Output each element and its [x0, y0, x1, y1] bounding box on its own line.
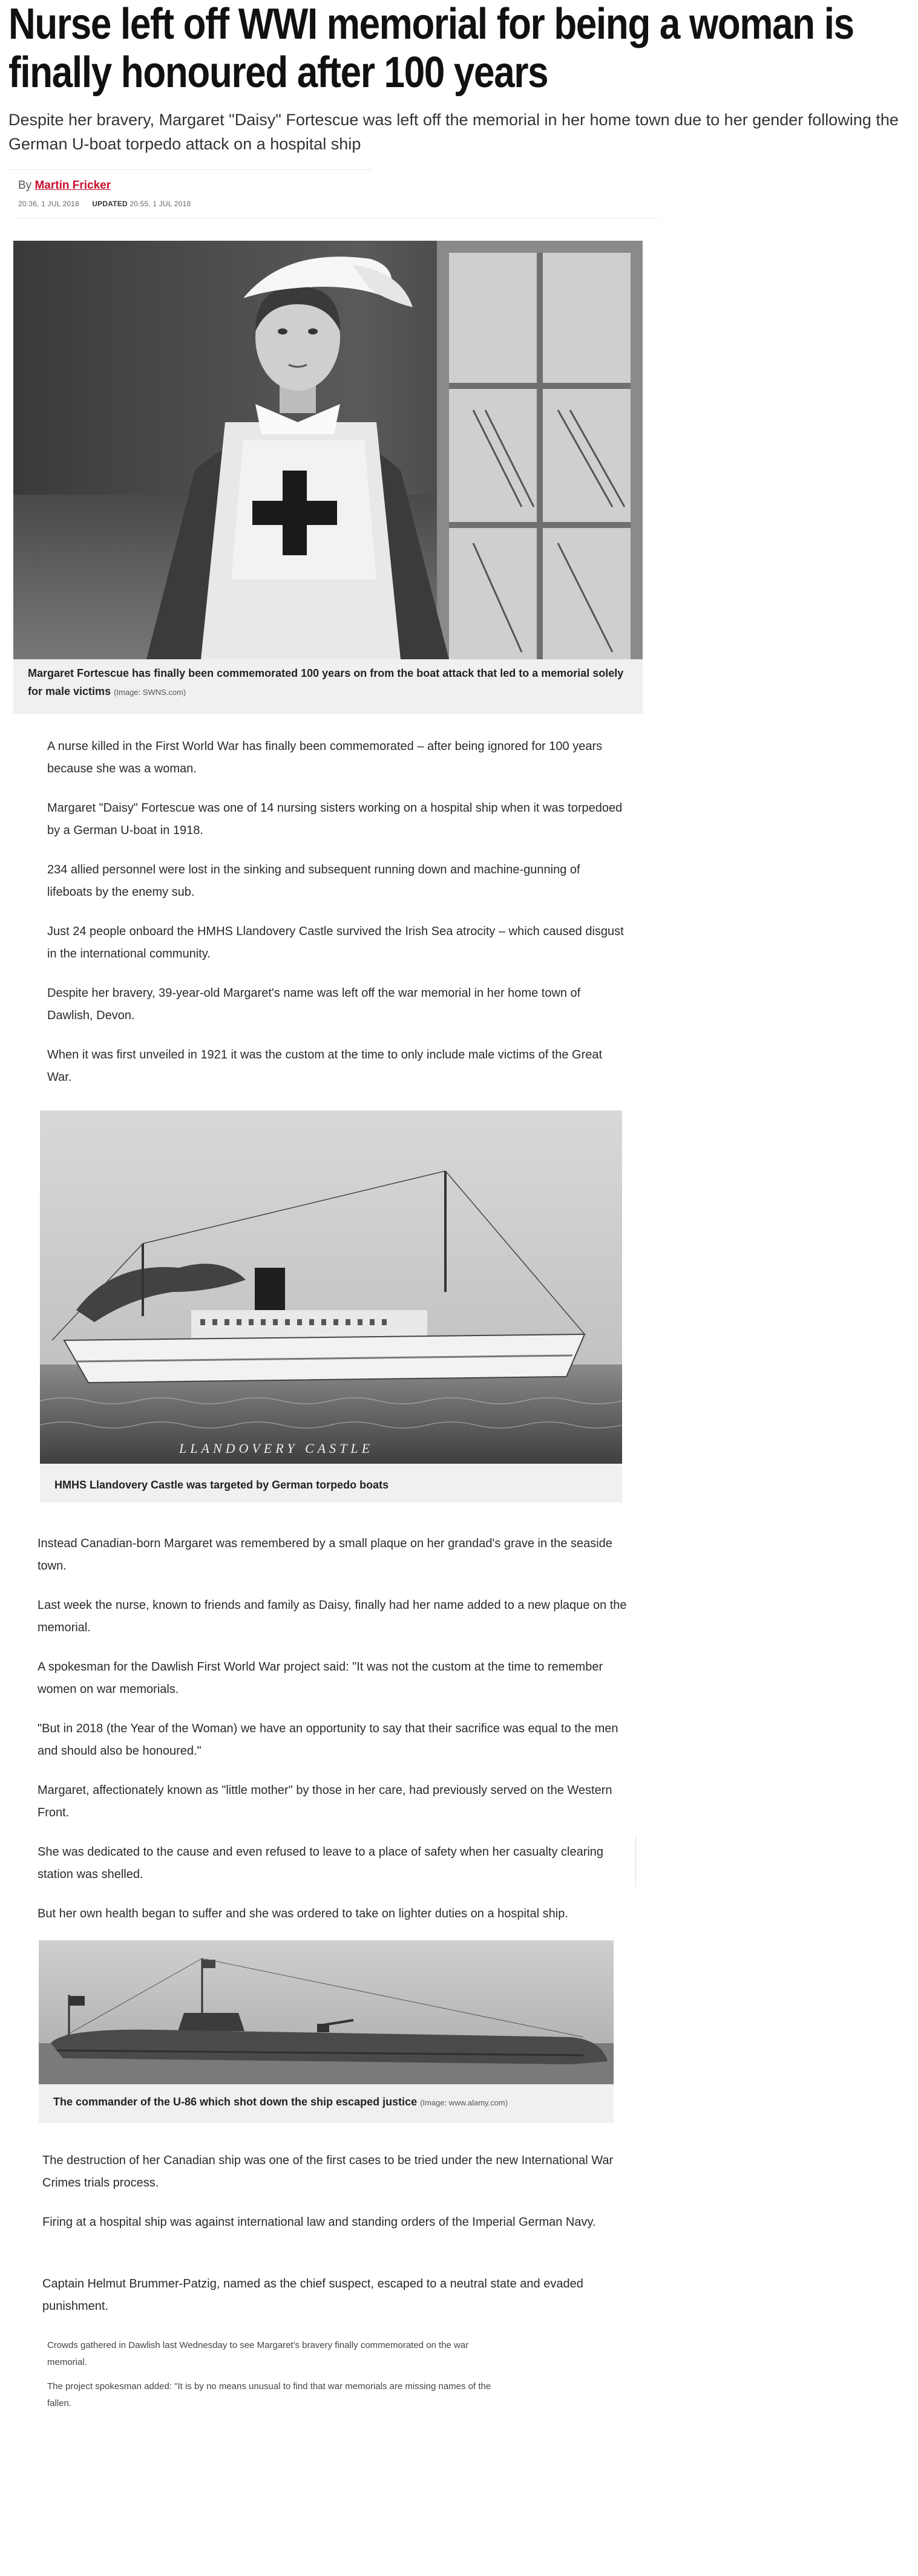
article-standfirst: Despite her bravery, Margaret "Daisy" Fortescue was left off the memorial in her home town due to her gender following the German U-boat torpedo attack on a hospital ship [8, 111, 899, 153]
published-time: 20:36, 1 JUL 2018 [18, 200, 80, 208]
ship-photo [40, 1110, 622, 1464]
header-divider [8, 169, 372, 170]
figure-ship [40, 1110, 622, 1502]
paragraph-5: Despite her bravery, 39-year-old Margaret's name was left off the war memorial in her home town of Dawlish, Devon. [47, 986, 581, 1022]
paragraph-8: Last week the nurse, known to friends and family as Daisy, finally had her name added to a new plaque on the memorial. [38, 1599, 627, 1634]
caption-text: Margaret Fortescue has finally been commemorated 100 years on from the boat attack that led to a memorial solely for male victims [28, 667, 624, 697]
paragraph-11: Margaret, affectionately known as "little mother" by those in her care, had previously served on the Western Front. [38, 1784, 612, 1819]
paragraph-12: She was dedicated to the cause and even refused to leave to a place of safety when her casualty clearing station was shelled. [38, 1845, 604, 1881]
figure-submarine-caption [53, 2093, 599, 2112]
ship-image [40, 1110, 622, 1464]
caption-text: HMHS Llandovery Castle was targeted by German torpedo boats [54, 1479, 389, 1491]
figure-nurse-caption [28, 664, 628, 702]
ship-photo-label: LLANDOVERY CASTLE [179, 1441, 374, 1456]
caption-text: The commander of the U-86 which shot down the ship escaped justice [53, 2096, 418, 2108]
side-divider [635, 1836, 636, 1887]
paragraph-18: The project spokesman added: "It is by no means unusual to find that war memorials are missing names of the fallen. [47, 2381, 491, 2408]
paragraph-2: Margaret "Daisy" Fortescue was one of 14 nursing sisters working on a hospital ship when it was torpedoed by a German U-boat in 1918. [47, 801, 623, 837]
updated-time: 20:55, 1 JUL 2018 [130, 200, 191, 208]
figure-nurse [13, 241, 643, 714]
submarine-image [39, 1940, 614, 2084]
figure-ship-caption [54, 1476, 608, 1494]
paragraph-3: 234 allied personnel were lost in the sinking and subsequent running down and machine-gunning of lifeboats by the enemy sub. [47, 863, 580, 899]
author-link[interactable]: Martin Fricker [34, 179, 111, 192]
paragraph-17: Crowds gathered in Dawlish last Wednesday to see Margaret's bravery finally commemorated on the war memorial. [47, 2340, 469, 2367]
nurse-photo [13, 241, 643, 659]
paragraph-16: Captain Helmut Brummer-Patzig, named as the chief suspect, escaped to a neutral state and evaded punishment. [42, 2277, 583, 2313]
article-headline: Nurse left off WWI memorial for being a woman is finally honoured after 100 years [8, 0, 854, 97]
paragraph-10: "But in 2018 (the Year of the Woman) we have an opportunity to say that their sacrifice was equal to the men and should also be honoured." [38, 1722, 618, 1758]
nurse-portrait-image [13, 241, 643, 659]
article-dates [18, 200, 191, 208]
byline [18, 179, 111, 192]
byline-prefix: By [18, 179, 32, 192]
paragraph-9: A spokesman for the Dawlish First World War project said: "It was not the custom at the time to remember women on war memorials. [38, 1660, 603, 1696]
paragraph-14: The destruction of her Canadian ship was one of the first cases to be tried under the new International War Crimes trials process. [42, 2154, 614, 2190]
paragraph-1: A nurse killed in the First World War has finally been commemorated – after being ignored for 100 years because she was a woman. [47, 740, 603, 775]
figure-submarine [39, 1940, 614, 2123]
paragraph-7: Instead Canadian-born Margaret was remembered by a small plaque on her grandad's grave in the seaside town. [38, 1537, 612, 1573]
paragraph-4: Just 24 people onboard the HMHS Llandovery Castle survived the Irish Sea atrocity – which caused disgust in the international community. [47, 925, 624, 960]
paragraph-13: But her own health began to suffer and she was ordered to take on lighter duties on a hospital ship. [38, 1907, 568, 1920]
caption-credit: (Image: www.alamy.com) [420, 2098, 508, 2107]
paragraph-15: Firing at a hospital ship was against international law and standing orders of the Imperial German Navy. [42, 2216, 596, 2229]
submarine-photo [39, 1940, 614, 2084]
caption-credit: (Image: SWNS.com) [114, 688, 186, 697]
paragraph-6: When it was first unveiled in 1921 it was the custom at the time to only include male victims of the Great War. [47, 1048, 603, 1084]
updated-label: UPDATED [92, 200, 128, 208]
